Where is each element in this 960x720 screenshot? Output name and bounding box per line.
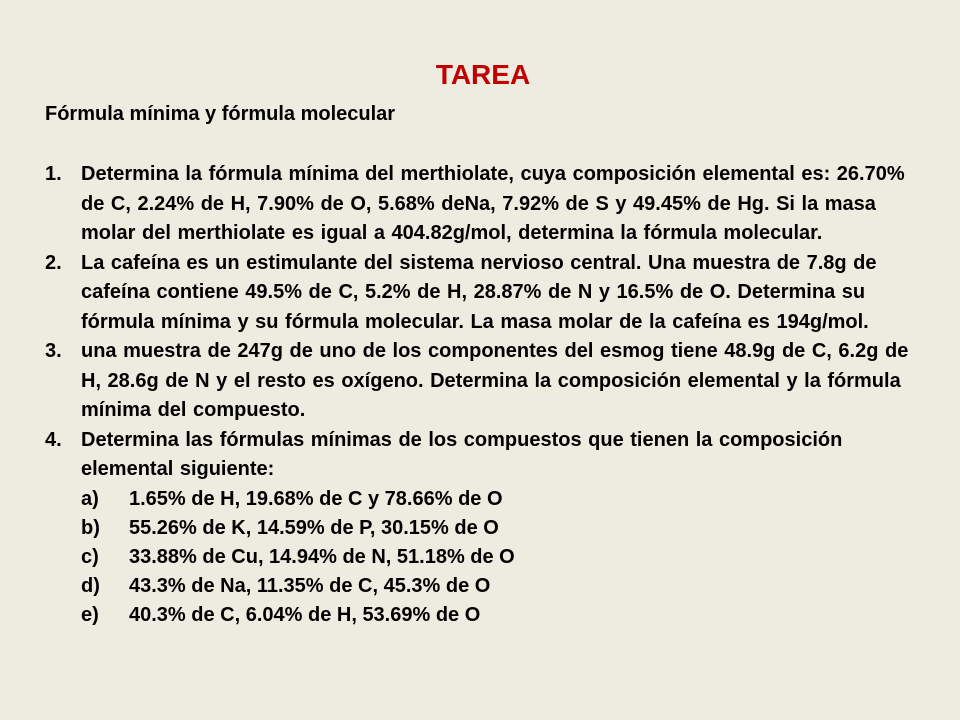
- exercise-number: 1.: [45, 163, 62, 185]
- composition-letter: a): [81, 487, 99, 510]
- exercise-number: 3.: [45, 340, 62, 362]
- exercise-text: una muestra de 247g de uno de los componentes del esmog tiene 48.9g de C, 6.2g de H, 28.6g de N y el resto es oxígeno. Determina la composición elemental y la fórmula mínima del compuesto.: [81, 340, 909, 421]
- exercise-item-1: [45, 160, 930, 249]
- exercise-text: Determina las fórmulas mínimas de los compuestos que tienen la composición elemental siguiente:: [81, 428, 843, 480]
- composition-text: 40.3% de C, 6.04% de H, 53.69% de O: [129, 603, 481, 626]
- composition-list: [81, 485, 930, 630]
- exercise-list: [45, 160, 930, 630]
- exercise-item-2: [45, 249, 930, 338]
- exercise-item-3: [45, 337, 930, 426]
- composition-item-a: [81, 485, 930, 514]
- composition-letter: c): [81, 545, 99, 568]
- exercise-item-4: [45, 426, 930, 630]
- exercise-number: 4.: [45, 428, 62, 451]
- exercise-number: 2.: [45, 251, 62, 274]
- composition-text: 43.3% de Na, 11.35% de C, 45.3% de O: [129, 574, 491, 597]
- composition-text: 55.26% de K, 14.59% de P, 30.15% de O: [129, 516, 499, 539]
- slide-subtitle: Fórmula mínima y fórmula molecular: [45, 103, 396, 125]
- composition-item-b: [81, 514, 930, 543]
- composition-letter: d): [81, 574, 100, 597]
- exercise-text: Determina la fórmula mínima del merthiolate, cuya composición elemental es: 26.70% de C, 2.24% de H, 7.90% de O, 5.68% deNa, 7.92% de S y 49.45% de Hg. Si la masa molar del merthiolate es igual a 404.82g/mol, determina la fórmula molecular.: [81, 163, 905, 244]
- exercise-text: La cafeína es un estimulante del sistema nervioso central. Una muestra de 7.8g de cafeína contiene 49.5% de C, 5.2% de H, 28.87% de N y 16.5% de O. Determina su fórmula mínima y su fórmula molecular. La masa molar de la cafeína es 194g/mol.: [81, 251, 877, 333]
- composition-item-e: [81, 601, 930, 630]
- composition-letter: e): [81, 603, 99, 626]
- composition-text: 1.65% de H, 19.68% de C y 78.66% de O: [129, 487, 503, 510]
- composition-item-d: [81, 572, 930, 601]
- composition-item-c: [81, 543, 930, 572]
- slide-title: TAREA: [435, 59, 531, 90]
- composition-text: 33.88% de Cu, 14.94% de N, 51.18% de O: [129, 545, 515, 568]
- composition-letter: b): [81, 516, 100, 539]
